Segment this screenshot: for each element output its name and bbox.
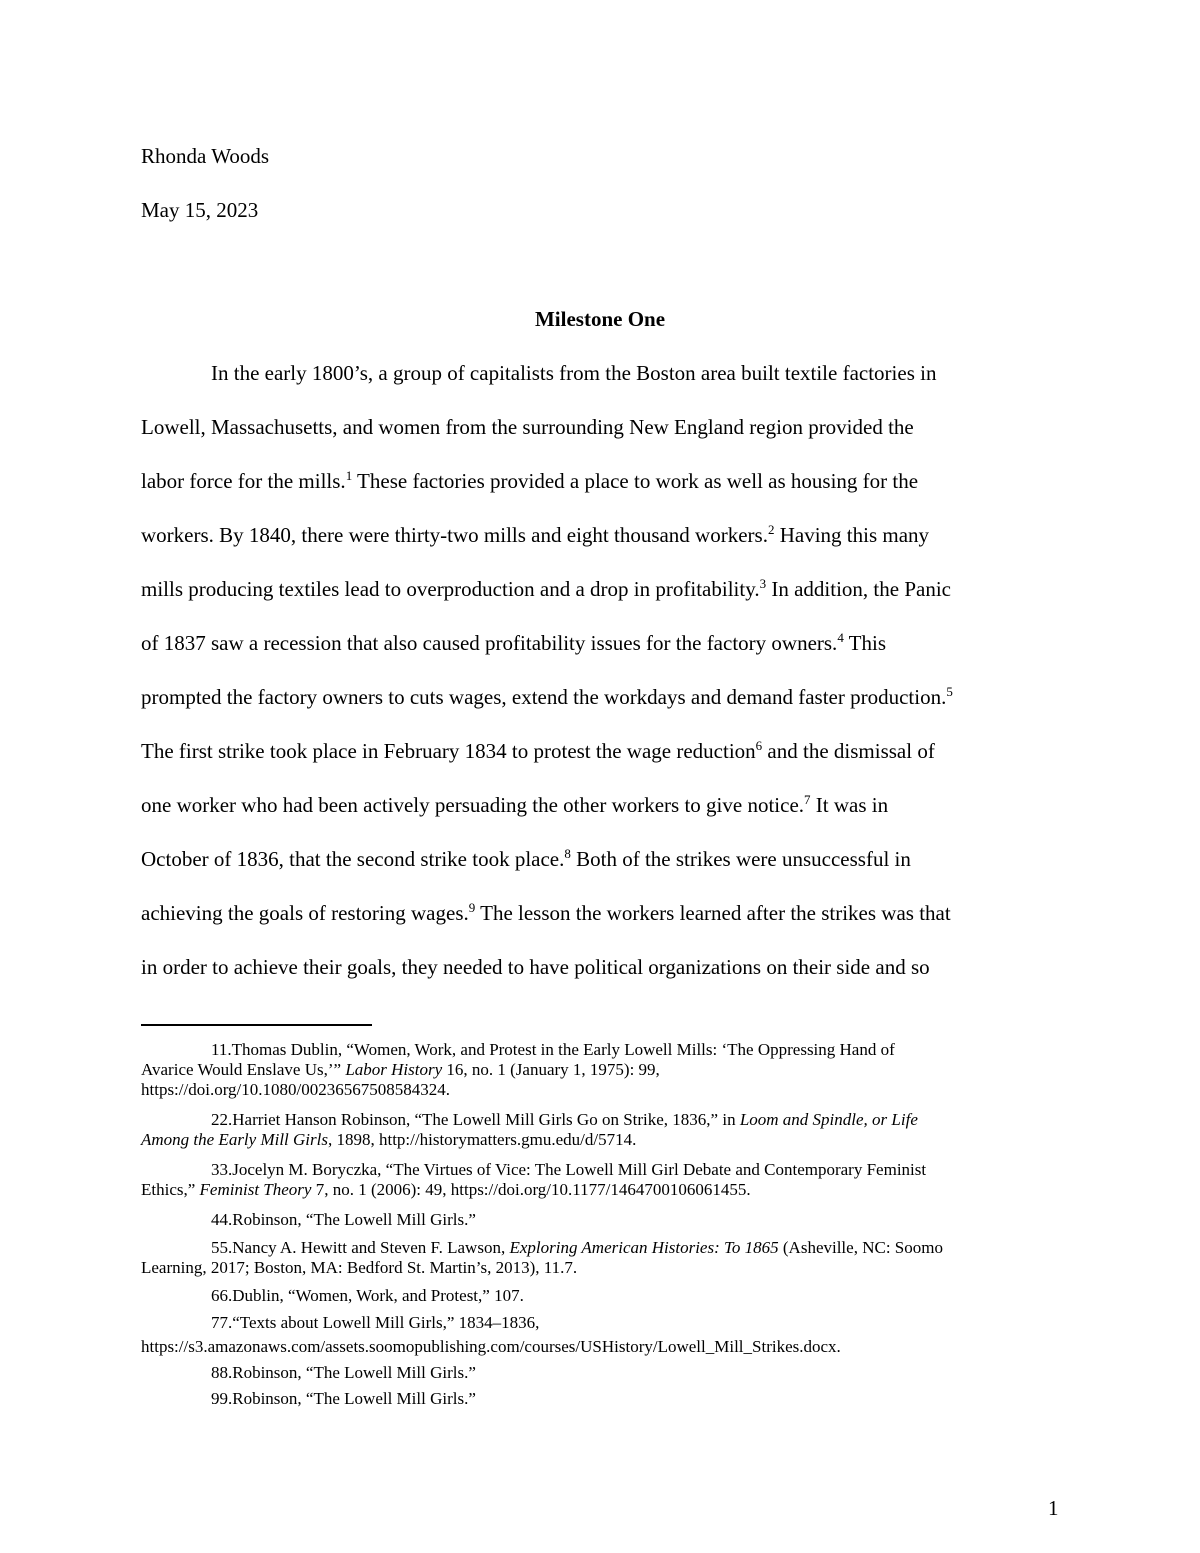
body-line: achieving the goals of restoring wages.$^9$ The lesson the workers learned after the strikes was that xyxy=(141,900,951,925)
footnote-ref[interactable]: 3 xyxy=(759,576,767,591)
footnote-4: 44.Robinson, “The Lowell Mill Girls.” xyxy=(211,1210,476,1229)
body-line: mills producing textiles lead to overproduction and a drop in profitability.$^3$ In addition, the Panic xyxy=(141,576,951,601)
footnote-ref[interactable]: 5 xyxy=(946,684,953,699)
document-date: May 15, 2023 xyxy=(141,198,259,222)
footnote-ref[interactable]: 7 xyxy=(804,792,811,807)
footnote-ref[interactable]: 6 xyxy=(755,738,763,753)
footnote-ref[interactable]: 2 xyxy=(767,522,775,537)
footnote-3: 33.Jocelyn M. Boryczka, “The Virtues of Vice: The Lowell Mill Girl Debate and Contemporary Feminist xyxy=(211,1160,927,1179)
footnote-ref[interactable]: 1 xyxy=(345,468,353,483)
body-line: The first strike took place in February 1834 to protest the wage reduction$^6$ and the dismissal of xyxy=(141,738,935,763)
footnote-7: 77.“Texts about Lowell Mill Girls,” 1834–1836, xyxy=(211,1313,540,1332)
footnote-ref[interactable]: 9 xyxy=(468,900,476,915)
body-line: labor force for the mills.$^1$ These factories provided a place to work as well as housing for the xyxy=(141,468,919,493)
page-number: 1 xyxy=(1048,1496,1059,1520)
footnote-6: 66.Dublin, “Women, Work, and Protest,” 107. xyxy=(211,1286,524,1305)
footnote-link[interactable]: https://doi.org/10.1080/00236567508584324. xyxy=(141,1080,451,1099)
body-line: one worker who had been actively persuading the other workers to give notice.$^7$ It was in xyxy=(141,792,889,817)
footnote-8: 88.Robinson, “The Lowell Mill Girls.” xyxy=(211,1363,476,1382)
body-line: workers. By 1840, there were thirty-two mills and eight thousand workers.$^2$ Having this many xyxy=(141,522,930,547)
footnote-1: 11.Thomas Dublin, “Women, Work, and Protest in the Early Lowell Mills: ‘The Oppressing Hand of xyxy=(211,1040,895,1059)
body-line: In the early 1800’s, a group of capitalists from the Boston area built textile factories in xyxy=(211,361,937,385)
footnote-line: Among the Early Mill Girls, 1898, http://historymatters.gmu.edu/d/5714. xyxy=(141,1130,637,1149)
footnote-2: 22.Harriet Hanson Robinson, “The Lowell Mill Girls Go on Strike, 1836,” in Loom and Spindle, or Life xyxy=(211,1110,918,1129)
body-line: of 1837 saw a recession that also caused profitability issues for the factory owners.$^4$ This xyxy=(141,630,887,655)
footnote-line: Avarice Would Enslave Us,’” Labor History 16, no. 1 (January 1, 1975): 99, xyxy=(141,1060,660,1079)
body-line: October of 1836, that the second strike took place.$^8$ Both of the strikes were unsuccessful in xyxy=(141,846,911,871)
body-line: prompted the factory owners to cuts wages, extend the workdays and demand faster production.$^5$ xyxy=(141,684,953,709)
footnote-line: Learning, 2017; Boston, MA: Bedford St. Martin’s, 2013), 11.7. xyxy=(141,1258,578,1277)
body-line: Lowell, Massachusetts, and women from the surrounding New England region provided the xyxy=(141,415,914,439)
footnote-ref[interactable]: 8 xyxy=(564,846,571,861)
footnote-link[interactable]: https://s3.amazonaws.com/assets.soomopublishing.com/courses/USHistory/Lowell_Mill_Strikes.docx. xyxy=(141,1337,841,1356)
footnote-separator xyxy=(141,1024,372,1026)
footnote-line: Ethics,” Feminist Theory 7, no. 1 (2006): 49, https://doi.org/10.1177/1464700106061455. xyxy=(141,1180,751,1199)
footnote-5: 55.Nancy A. Hewitt and Steven F. Lawson, Exploring American Histories: To 1865 (Asheville, NC: Soomo xyxy=(211,1238,943,1257)
body-line: in order to achieve their goals, they needed to have political organizations on their side and so xyxy=(141,955,930,979)
footnote-ref[interactable]: 4 xyxy=(837,630,844,645)
footnote-9: 99.Robinson, “The Lowell Mill Girls.” xyxy=(211,1389,476,1408)
author-name: Rhonda Woods xyxy=(141,144,270,168)
document-title: Milestone One xyxy=(534,307,666,331)
